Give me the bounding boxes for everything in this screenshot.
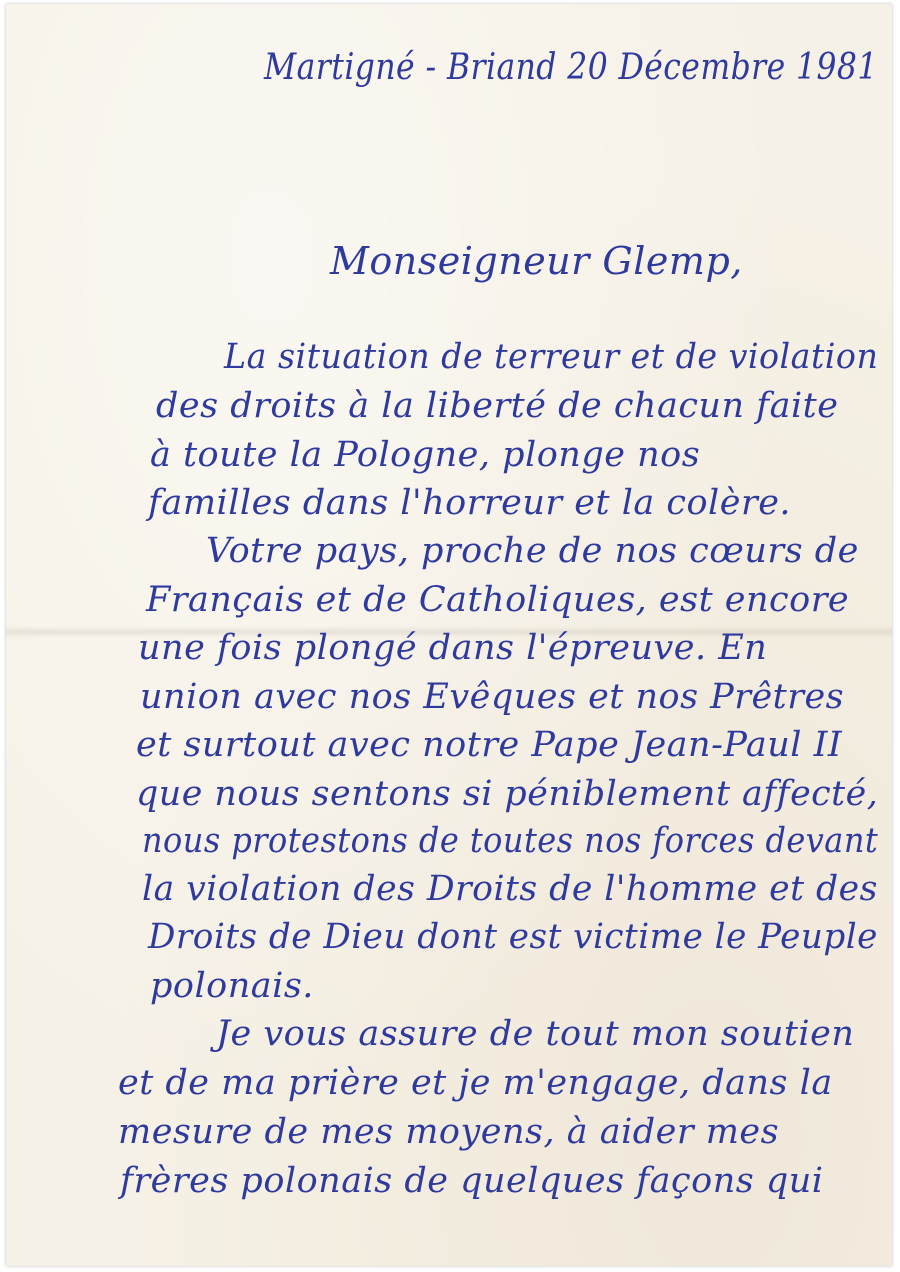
letter-line: mesure de mes moyens, à aider mes — [118, 1112, 780, 1152]
letter-line: union avec nos Evêques et nos Prêtres — [140, 677, 845, 717]
letter-line: frères polonais de quelques façons qui — [120, 1161, 824, 1201]
letter-line: que nous sentons si péniblement affecté, — [136, 774, 879, 814]
letter-line: polonais. — [150, 966, 314, 1006]
letter-line: à toute la Pologne, plonge nos — [150, 435, 701, 475]
letter-line: et de ma prière et je m'engage, dans la — [118, 1063, 833, 1103]
letter-line: familles dans l'horreur et la colère. — [148, 483, 792, 523]
letter-line: La situation de terreur et de violation — [224, 337, 879, 377]
letter-line: la violation des Droits de l'homme et des — [142, 869, 878, 909]
letter-line: Votre pays, proche de nos cœurs de — [206, 531, 859, 571]
letter-line: et surtout avec notre Pape Jean-Paul II — [136, 725, 843, 765]
letter-line: Je vous assure de tout mon soutien — [216, 1014, 855, 1054]
salutation: Monseigneur Glemp, — [330, 239, 743, 283]
letter-line: des droits à la liberté de chacun faite — [156, 386, 839, 426]
letter-line: une fois plongé dans l'épreuve. En — [138, 628, 768, 668]
letter-line: Droits de Dieu dont est victime le Peuple — [148, 917, 878, 957]
letter-line: Français et de Catholiques, est encore — [146, 580, 850, 620]
letter-line: nous protestons de toutes nos forces devant — [142, 821, 879, 861]
letter-page — [6, 4, 892, 1266]
date-line: Martigné - Briand 20 Décembre 1981 — [264, 47, 878, 88]
